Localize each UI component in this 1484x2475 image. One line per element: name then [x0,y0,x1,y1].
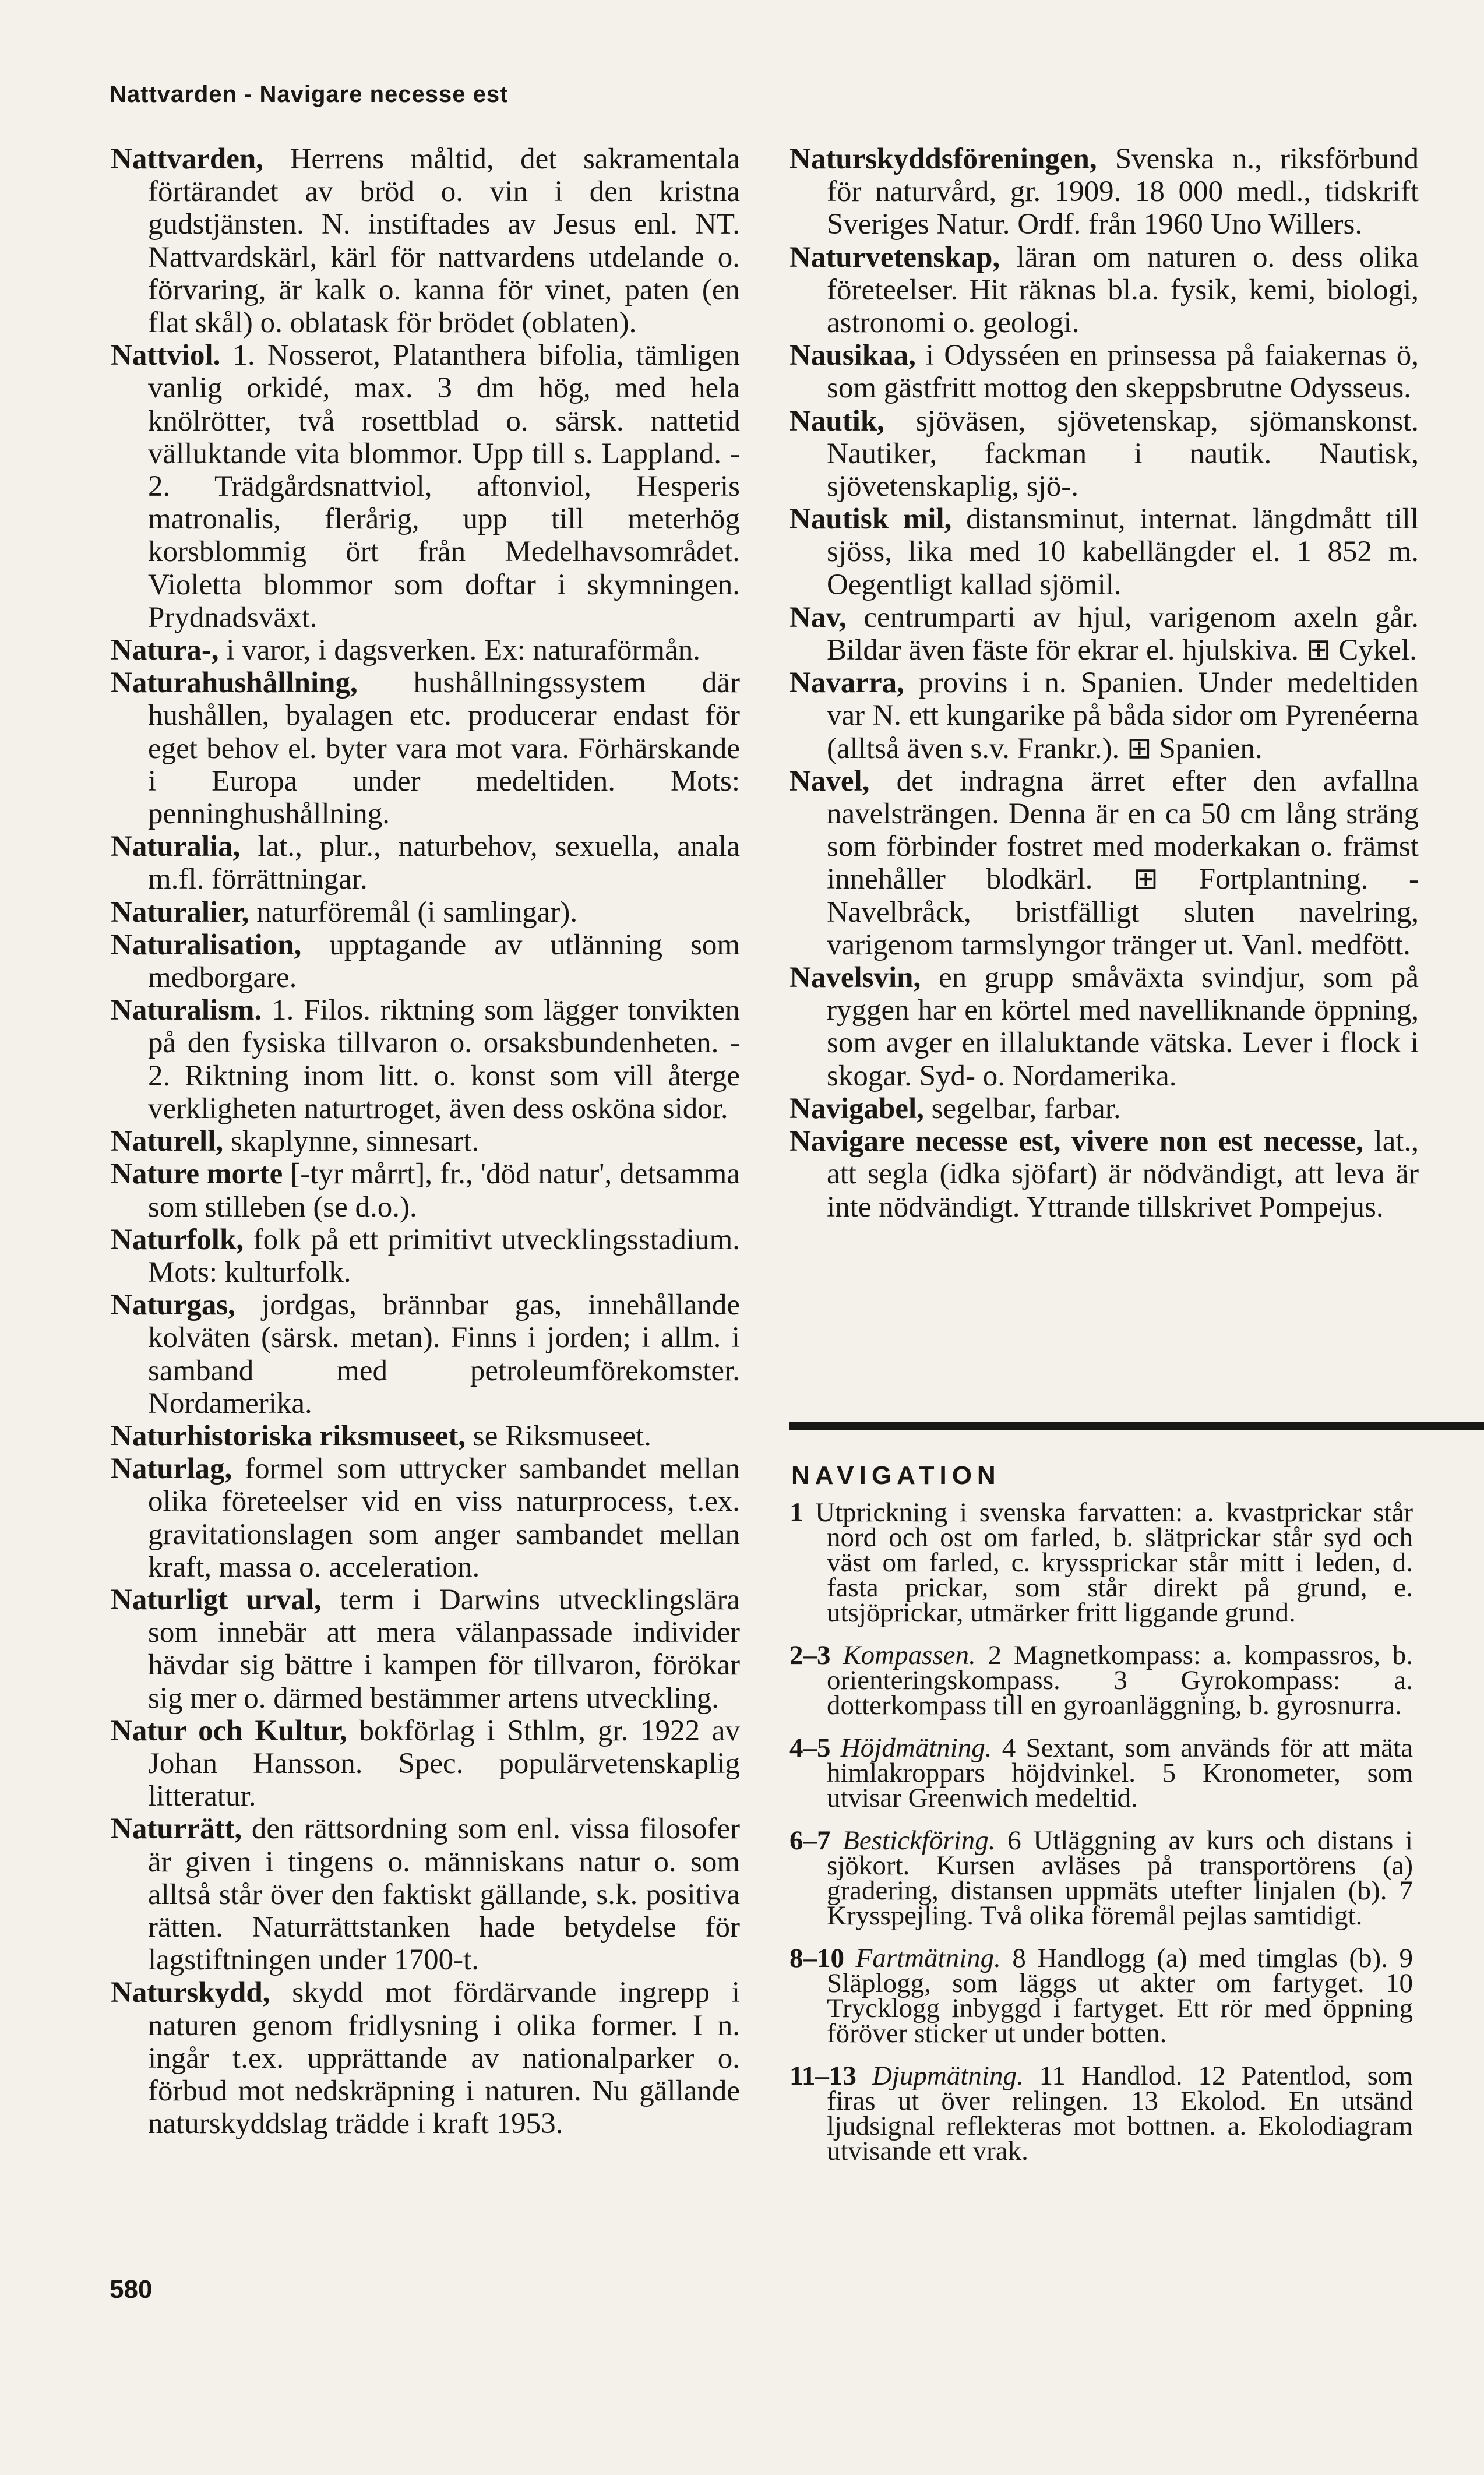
entry [789,1092,1419,1125]
left-column [111,143,740,2140]
entry-headword: Natura-, [111,634,219,667]
caption-topic: Höjdmätning. [840,1733,992,1763]
entry [789,667,1419,765]
entry-headword: Nattviol. [111,339,221,372]
entry-headword: Nattvarden, [111,143,264,175]
entry-headword: Naturrätt, [111,1813,242,1846]
entry-headword: Naturahushållning, [111,667,358,700]
entry-text: 1. Nosserot, Platanthera bifolia, tämligen vanlig orkidé, max. 3 dm hög, med hela knölrötter, två rosettblad o. särsk. nattetid välluktande vita blommor. Upp till s. Lappland. - 2. Trädgårdsnattviol, aftonviol, Hesperis matronalis, flerårig, upp till meterhög korsblommig ört från Medelhavsområdet. Violetta blommor som doftar i skymningen. Prydnadsväxt. [148,339,740,634]
entry-headword: Nature morte [111,1158,283,1191]
entry-headword: Naturlag, [111,1452,232,1486]
entry [111,1452,740,1584]
entry-headword: Nausikaa, [789,339,916,372]
caption-item [789,1733,1413,1813]
entry-text: [-tyr mårrt], fr., 'död natur', detsamma som stilleben (se d.o.). [148,1158,740,1224]
entry-text: jordgas, brännbar gas, innehållande kolväten (särsk. metan). Finns i jorden; i allm. i samband med petroleumförekomster. Nordamerika. [148,1289,740,1420]
entry [111,1125,740,1158]
entry-headword: Naturskyddsföreningen, [789,143,1097,175]
entry-text: i varor, i dagsverken. Ex: naturaförmån. [218,634,700,667]
section-title: NAVIGATION [791,1461,1001,1490]
entry [789,241,1419,340]
entry-text: centrumparti av hjul, varigenom axeln går. Bildar även fäste för ekrar el. hjulskiva. ⊞ Cykel. [827,601,1419,667]
running-head: Nattvarden - Navigare necesse est [110,82,509,107]
entry-headword: Naturgas, [111,1289,235,1322]
entry-headword: Naturell, [111,1125,224,1158]
entry [111,830,740,895]
entry-text: naturföremål (i samlingar). [249,895,578,929]
entry-text: 1. Filos. riktning som lägger tonvikten på den fysiska tillvaron o. orsaksbundenheten. - 2. Riktning inom litt. o. konst som vill återge verkligheten naturtroget, även dess osköna sidor. [148,994,740,1125]
entry-text: en grupp småväxta svindjur, som på ryggen har en körtel med navelliknande öppning, som avger en illaluktande vätska. Lever i flock i skogar. Syd- o. Nordamerika. [827,961,1419,1092]
section-divider [789,1422,1484,1430]
entry-text: se Riksmuseet. [466,1419,651,1452]
caption-number: 8–10 [789,1943,844,1973]
entry [111,1158,740,1223]
entry-text: läran om naturen o. dess olika företeelser. Hit räknas bl.a. fysik, kemi, biologi, astronomi o. geologi. [827,241,1419,340]
caption-text: Utprickning i svenska farvatten: a. kvastprickar står nord och ost om farled, b. slätprickar står syd och väst om farled, c. kryssprickar står mitt i leden, d. fasta prickar, som står direkt på grund, e. utsjöprickar, utmärker fritt liggande grund. [815,1497,1413,1628]
entry-headword: Naturalia, [111,830,241,863]
caption-item [789,1825,1413,1931]
entry [789,143,1419,241]
entry-text: den rättsordning som enl. vissa filosofer är given i tingens o. människans natur o. som alltså står över den faktiskt gällande, s.k. positiva rätten. Naturrättstanken hade betydelse för lagstiftningen under 1700-t. [148,1813,740,1977]
caption-item [789,2061,1413,2166]
entry-text: bokförlag i Sthlm, gr. 1922 av Johan Hansson. Spec. populärvetenskaplig litteratur. [148,1714,740,1813]
entry [111,1813,740,1976]
entry [111,896,740,929]
entry [111,1224,740,1289]
entry [111,634,740,667]
entry-text: distansminut, internat. längdmått till sjöss, lika med 10 kabellängder el. 1 852 m. Oegentligt kallad sjömil. [827,503,1419,601]
entry [111,994,740,1125]
entry-text: hushållningssystem där hushållen, byalagen etc. producerar endast för eget behov el. byter vara mot vara. Förhärskande i Europa under medeltiden. Mots: penninghushållning. [148,667,740,831]
right-column [789,143,1419,1224]
entry-headword: Nautisk mil, [789,503,952,536]
entry [111,1420,740,1452]
caption-text: 8 Handlogg (a) med timglas (b). 9 Släplogg, som läggs ut akter om fartyget. 10 Trycklogg inbyggd i fartyget. Ett rör med öppning föröver sticker ut under botten. [827,1943,1413,2049]
entry-text: skydd mot fördärvande ingrepp i naturen genom fridlysning i olika former. I n. ingår t.ex. upprättande av nationalparker o. förbud mot nedskräpning i naturen. Nu gällande naturskyddslag trädde i kraft 1953. [148,1976,740,2141]
entry-text: upptagande av utlänning som medborgare. [148,928,740,995]
caption-topic: Kompassen. [843,1640,976,1670]
entry-headword: Naturskydd, [111,1976,270,2009]
entry-headword: Navigabel, [789,1092,924,1125]
entry-headword: Nautik, [789,404,884,438]
entry [789,961,1419,1092]
entry-text: formel som uttrycker sambandet mellan olika företeelser vid en viss naturprocess, t.ex. gravitationslagen som anger sambandet mellan kraft, massa o. acceleration. [148,1452,740,1584]
caption-item [789,1943,1413,2049]
caption-text: 11 Handlod. 12 Patentlod, som firas ut över relingen. 13 Ekolod. En utsänd ljudsignal reflekteras mot bottnen. a. Ekolodiagram utvisande ett vrak. [827,2061,1413,2166]
entry [789,503,1419,601]
caption-number: 11–13 [789,2061,856,2091]
caption-text: 6 Utläggning av kurs och distans i sjökort. Kursen avläses på transportörens (a) gradering, distansen uppmäts utefter linjalen (b). 7 Krysspejling. Två olika föremål pejlas samtidigt. [827,1825,1413,1931]
entry-text: Svenska n., riksförbund för naturvård, gr. 1909. 18 000 medl., tidskrift Sveriges Natur. Ordf. från 1960 Uno Willers. [827,143,1419,241]
entry [789,601,1419,667]
entry [111,667,740,830]
entry-text: sjöväsen, sjövetenskap, sjömanskonst. Nautiker, fackman i nautik. Nautisk, sjövetenskaplig, sjö-. [827,404,1419,503]
caption-text: 4 Sextant, som används för att mäta himlakroppars höjdvinkel. 5 Kronometer, som utvisar Greenwich medeltid. [827,1733,1413,1813]
entry [111,143,740,339]
entry-text: det indragna ärret efter den avfallna navelsträngen. Denna är en ca 50 cm lång sträng som förbinder fostret med moderkakan o. främst innehåller blodkärl. ⊞ Fortplantning. - Navelbråck, bristfälligt sluten navelring, varigenom tarmslyngor tränger ut. Vanl. medfött. [827,764,1419,961]
entry [111,1584,740,1715]
caption-text: 2 Magnetkompass: a. kompassros, b. orienteringskompass. 3 Gyrokompass: a. dotterkompass till en gyroanläggning, b. gyrosnurra. [827,1640,1413,1720]
entry-text: lat., plur., naturbehov, sexuella, anala m.fl. förrättningar. [148,830,740,896]
entry-headword: Naturalier, [111,895,249,929]
entry [111,1715,740,1813]
entry-text: i Odysséen en prinsessa på faiakernas ö, som gästfritt mottog den skeppsbrutne Odysseus. [827,339,1419,405]
caption-number: 6–7 [789,1825,831,1856]
page-number: 580 [110,2275,153,2304]
entry-headword: Navelsvin, [789,961,921,995]
entry-headword: Naturalism. [111,994,262,1027]
navigation-captions [789,1497,1413,2181]
entry-text: Herrens måltid, det sakramentala förtärandet av bröd o. vin i den kristna gudstjänsten. N. instiftades av Jesus enl. NT. Nattvardskärl, kärl för nattvardens utdelande o. förvaring, är kalk o. kanna för vinet, paten (en flat skål) o. oblatask för brödet (oblaten). [148,143,740,340]
entry-text: lat., att segla (idka sjöfart) är nödvändigt, att leva är inte nödvändigt. Yttrande tillskrivet Pompejus. [827,1125,1419,1224]
caption-topic: Djupmätning. [872,2061,1024,2091]
entry-headword: Naturvetenskap, [789,241,1000,274]
entry-headword: Navel, [789,764,870,798]
caption-number: 1 [789,1497,803,1528]
entry-text: skaplynne, sinnesart. [223,1125,480,1158]
entry-headword: Natur och Kultur, [111,1714,347,1747]
entry [789,1125,1419,1224]
entry-headword: Naturfolk, [111,1223,244,1256]
caption-item [789,1640,1413,1720]
entry [111,929,740,994]
caption-number: 4–5 [789,1733,831,1763]
entry-headword: Naturalisation, [111,928,302,961]
entry [789,405,1419,503]
caption-topic: Bestickföring. [843,1825,996,1856]
caption-number: 2–3 [789,1640,831,1670]
entry-text: segelbar, farbar. [923,1092,1121,1125]
entry-headword: Naturhistoriska riksmuseet, [111,1419,466,1452]
entry-headword: Nav, [789,601,847,634]
caption-item [789,1497,1413,1628]
entry-headword: Navigare necesse est, vivere non est necesse, [789,1125,1363,1158]
entry [789,765,1419,961]
entry-text: term i Darwins utvecklingslära som innebär att mera välanpassade individer hävdar sig bättre i kampen för tillvaron, förökar sig mer o. därmed bestämmer artens utveckling. [148,1583,740,1715]
entry-headword: Naturligt urval, [111,1583,322,1616]
entry [111,1289,740,1420]
entry [111,1976,740,2140]
entry-text: provins i n. Spanien. Under medeltiden var N. ett kungarike på båda sidor om Pyrenéerna (alltså även s.v. Frankr.). ⊞ Spanien. [827,667,1419,765]
entry [789,339,1419,404]
entry-text: folk på ett primitivt utvecklingsstadium. Mots: kulturfolk. [148,1223,740,1289]
entry-headword: Navarra, [789,667,904,700]
caption-topic: Fartmätning. [855,1943,1001,1973]
entry [111,339,740,634]
